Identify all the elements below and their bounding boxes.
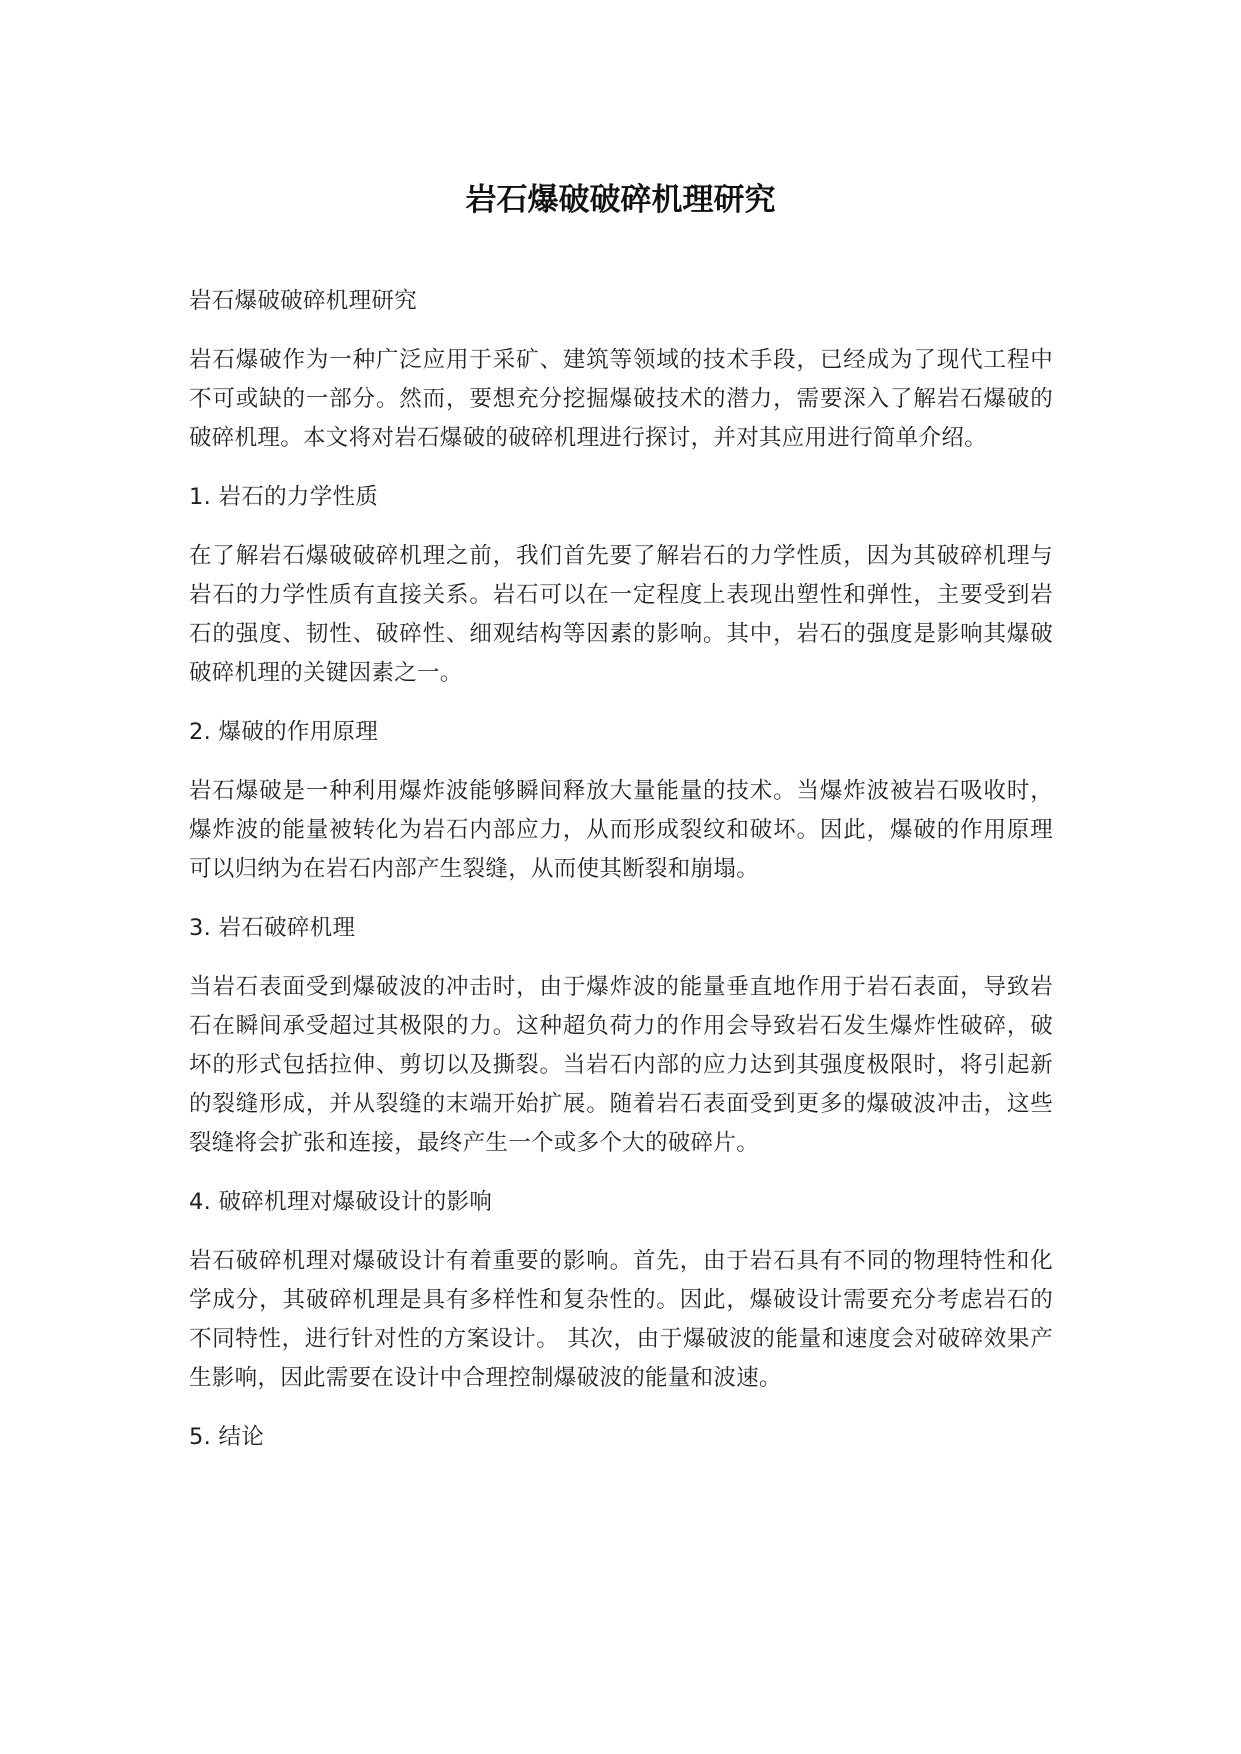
section-2-paragraph: 岩石爆破是一种利用爆炸波能够瞬间释放大量能量的技术。当爆炸波被岩石吸收时，爆炸波的能量被转化为岩石内部应力，从而形成裂纹和破坏。因此，爆破的作用原理可以归纳为在岩石内部产生裂缝，从而使其断裂和崩塌。 (189, 778, 1053, 882)
document-title: 岩石爆破破碎机理研究 (465, 182, 776, 218)
section-heading-5: 5. 结论 (189, 1424, 265, 1450)
section-heading-4: 4. 破碎机理对爆破设计的影响 (189, 1189, 493, 1215)
document-body (189, 282, 1053, 1477)
subtitle-paragraph: 岩石爆破破碎机理研究 (189, 288, 418, 314)
section-heading-1: 1. 岩石的力学性质 (189, 484, 379, 510)
section-3-paragraph: 当岩石表面受到爆破波的冲击时，由于爆炸波的能量垂直地作用于岩石表面，导致岩石在瞬间承受超过其极限的力。这种超负荷力的作用会导致岩石发生爆炸性破碎，破坏的形式包括拉伸、剪切以及撕裂。当岩石内部的应力达到其强度极限时，将引起新的裂缝形成，并从裂缝的末端开始扩展。随着岩石表面受到更多的爆破波冲击，这些裂缝将会扩张和连接，最终产生一个或多个大的破碎片。 (189, 974, 1053, 1156)
section-heading-3: 3. 岩石破碎机理 (189, 915, 356, 941)
section-4-paragraph: 岩石破碎机理对爆破设计有着重要的影响。首先，由于岩石具有不同的物理特性和化学成分，其破碎机理是具有多样性和复杂性的。因此，爆破设计需要充分考虑岩石的不同特性，进行针对性的方案设计。 其次，由于爆破波的能量和速度会对破碎效果产生影响，因此需要在设计中合理控制爆破波的能量和波速。 (189, 1248, 1053, 1391)
intro-paragraph: 岩石爆破作为一种广泛应用于采矿、建筑等领域的技术手段，已经成为了现代工程中不可或缺的一部分。然而，要想充分挖掘爆破技术的潜力，需要深入了解岩石爆破的破碎机理。本文将对岩石爆破的破碎机理进行探讨，并对其应用进行简单介绍。 (189, 347, 1053, 451)
section-heading-2: 2. 爆破的作用原理 (189, 719, 379, 745)
section-1-paragraph: 在了解岩石爆破破碎机理之前，我们首先要了解岩石的力学性质，因为其破碎机理与岩石的力学性质有直接关系。岩石可以在一定程度上表现出塑性和弹性，主要受到岩石的强度、韧性、破碎性、细观结构等因素的影响。其中，岩石的强度是影响其爆破破碎机理的关键因素之一。 (189, 543, 1053, 686)
